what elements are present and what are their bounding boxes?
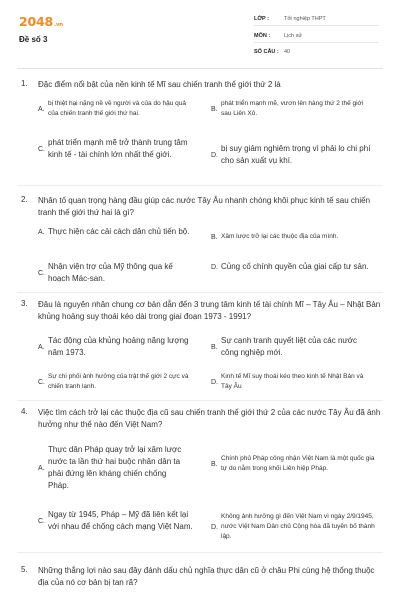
meta-subject-value: Lịch sử	[284, 33, 303, 39]
option-c[interactable]	[38, 137, 208, 161]
option-a[interactable]	[38, 99, 208, 119]
exam-header	[0, 0, 400, 64]
question-number: 1.	[21, 79, 28, 88]
meta-count-value: 40	[284, 49, 291, 55]
question-text: Đâu là nguyên nhân chung cơ bản dẫn đến 3 trung tâm kinh tế tài chính Mĩ – Tây Âu – Nhật Bản khủng hoảng suy thoái kéo dài trong giai đoạn 1973 - 1991?	[38, 300, 381, 321]
option-letter: B.	[211, 343, 218, 351]
option-text: Thực dân Pháp quay trở lại xâm lược nước ta lần thứ hai buộc nhân dân ta phải đứng lên kháng chiến chống Pháp.	[48, 445, 182, 490]
question-number: 4.	[21, 407, 28, 416]
meta-grade-label: LỚP :	[254, 16, 269, 22]
option-a[interactable]	[38, 226, 208, 238]
question-number: 5.	[21, 565, 28, 574]
option-d[interactable]	[211, 512, 383, 542]
option-c[interactable]	[38, 509, 208, 533]
option-text: bị suy giảm nghiêm trọng vì phải lo chi phí cho sản xuất vụ khí.	[221, 144, 371, 165]
option-text: phát triển mạnh mẽ, vươn lên hàng thứ 2 thế giới sau Liên Xô.	[221, 100, 364, 117]
option-b[interactable]	[211, 99, 381, 119]
option-letter: D.	[211, 263, 218, 271]
logo-suffix: .vn	[54, 22, 63, 28]
option-text: Thực hiện các cải cách dân chủ tiến bộ.	[48, 227, 190, 236]
option-text: Không ảnh hưởng gì đến Việt Nam vì ngày 2/9/1945, nước Việt Nam Dân chủ Cộng hòa đã tuyên bố thành lập.	[221, 513, 375, 540]
option-text: bị thiệt hại nặng nề về người và của do hậu quả của chiến tranh thế giới thứ hai.	[48, 100, 186, 117]
option-d[interactable]	[211, 372, 381, 392]
meta-subject-label: MÔN :	[254, 33, 271, 39]
option-text: phát triển mạnh mẽ trở thành trung tâm kinh tế - tài chính lớn nhất thế giới.	[48, 138, 188, 159]
question-number: 3.	[21, 299, 28, 308]
question-divider	[17, 292, 383, 293]
option-b[interactable]	[211, 454, 383, 474]
option-d[interactable]	[211, 143, 381, 167]
option-b[interactable]	[211, 232, 383, 242]
option-text: Tác động của khủng hoảng năng lượng năm 1973.	[48, 336, 189, 357]
question-text: Đặc điểm nổi bật của nền kinh tế Mĩ sau chiến tranh thế giới thứ 2 là	[38, 80, 281, 89]
option-b[interactable]	[211, 335, 381, 359]
option-letter: A.	[38, 464, 45, 472]
option-text: Ngay từ 1945, Pháp – Mỹ đã liên kết lại với nhau để chống cách mạng Việt Nam.	[48, 510, 193, 531]
option-a[interactable]	[38, 444, 208, 492]
meta-count-label: SỐ CÂU :	[254, 49, 279, 55]
option-letter: C.	[38, 145, 45, 153]
option-letter: D.	[211, 523, 218, 531]
option-letter: D.	[211, 151, 218, 159]
question-divider	[17, 185, 383, 186]
exam-number: Đề số 3	[19, 35, 48, 44]
option-a[interactable]	[38, 335, 208, 359]
option-d[interactable]	[211, 261, 381, 273]
option-letter: A.	[38, 343, 45, 351]
question-divider	[17, 400, 383, 401]
option-letter: A.	[38, 105, 45, 113]
option-text: Sự chi phối ảnh hưởng của trật thế giới 2 cực và chiến tranh lạnh.	[48, 373, 189, 390]
option-letter: C.	[38, 269, 45, 277]
logo-text: 2048	[19, 14, 53, 29]
question-text: Việc tìm cách trở lại các thuộc địa cũ sau chiến tranh thế giới thứ 2 của các nước Tây Âu đã ảnh hưởng như thế nào đến Việt Nam?	[38, 408, 381, 429]
option-text: Nhận viện trợ của Mỹ thông qua kế hoạch Mác-san.	[48, 262, 173, 283]
option-letter: C.	[38, 378, 45, 386]
option-letter: B.	[211, 460, 218, 468]
site-logo[interactable]	[19, 14, 63, 29]
header-divider	[17, 68, 383, 69]
option-c[interactable]	[38, 372, 208, 392]
question-number: 2.	[21, 195, 28, 204]
option-text: Sự cạnh tranh quyết liệt của các nước công nghiệp mới.	[221, 336, 358, 357]
question-divider	[17, 552, 383, 553]
option-text: Xâm lược trở lại các thuộc địa của mình.	[221, 233, 339, 240]
question-text: Những thắng lợi nào sau đây đánh dấu chủ nghĩa thực dân cũ ở châu Phi cùng hệ thống thuộc địa của nó cơ bản bị tan rã?	[38, 566, 375, 587]
option-text: Kinh tế Mĩ suy thoái kéo theo kinh tế Nhật Bản và Tây Âu	[221, 373, 364, 390]
meta-grade-value: Tốt nghiệp THPT	[284, 16, 326, 22]
option-text: Củng cố chính quyền của giai cấp tư sản.	[221, 262, 369, 271]
option-letter: C.	[38, 517, 45, 525]
option-letter: B.	[211, 233, 218, 241]
option-c[interactable]	[38, 261, 208, 285]
option-text: Chính phủ Pháp công nhận Việt Nam là một quốc gia tự do nằm trong khối Liên hiệp Pháp.	[221, 455, 375, 472]
option-letter: B.	[211, 105, 218, 113]
option-letter: D.	[211, 378, 218, 386]
option-letter: A.	[38, 228, 45, 236]
question-text: Nhân tố quan trọng hàng đầu giúp các nước Tây Âu nhanh chóng khôi phục kinh tế sau chiến tranh thế giới thứ hai là gì?	[38, 196, 371, 217]
